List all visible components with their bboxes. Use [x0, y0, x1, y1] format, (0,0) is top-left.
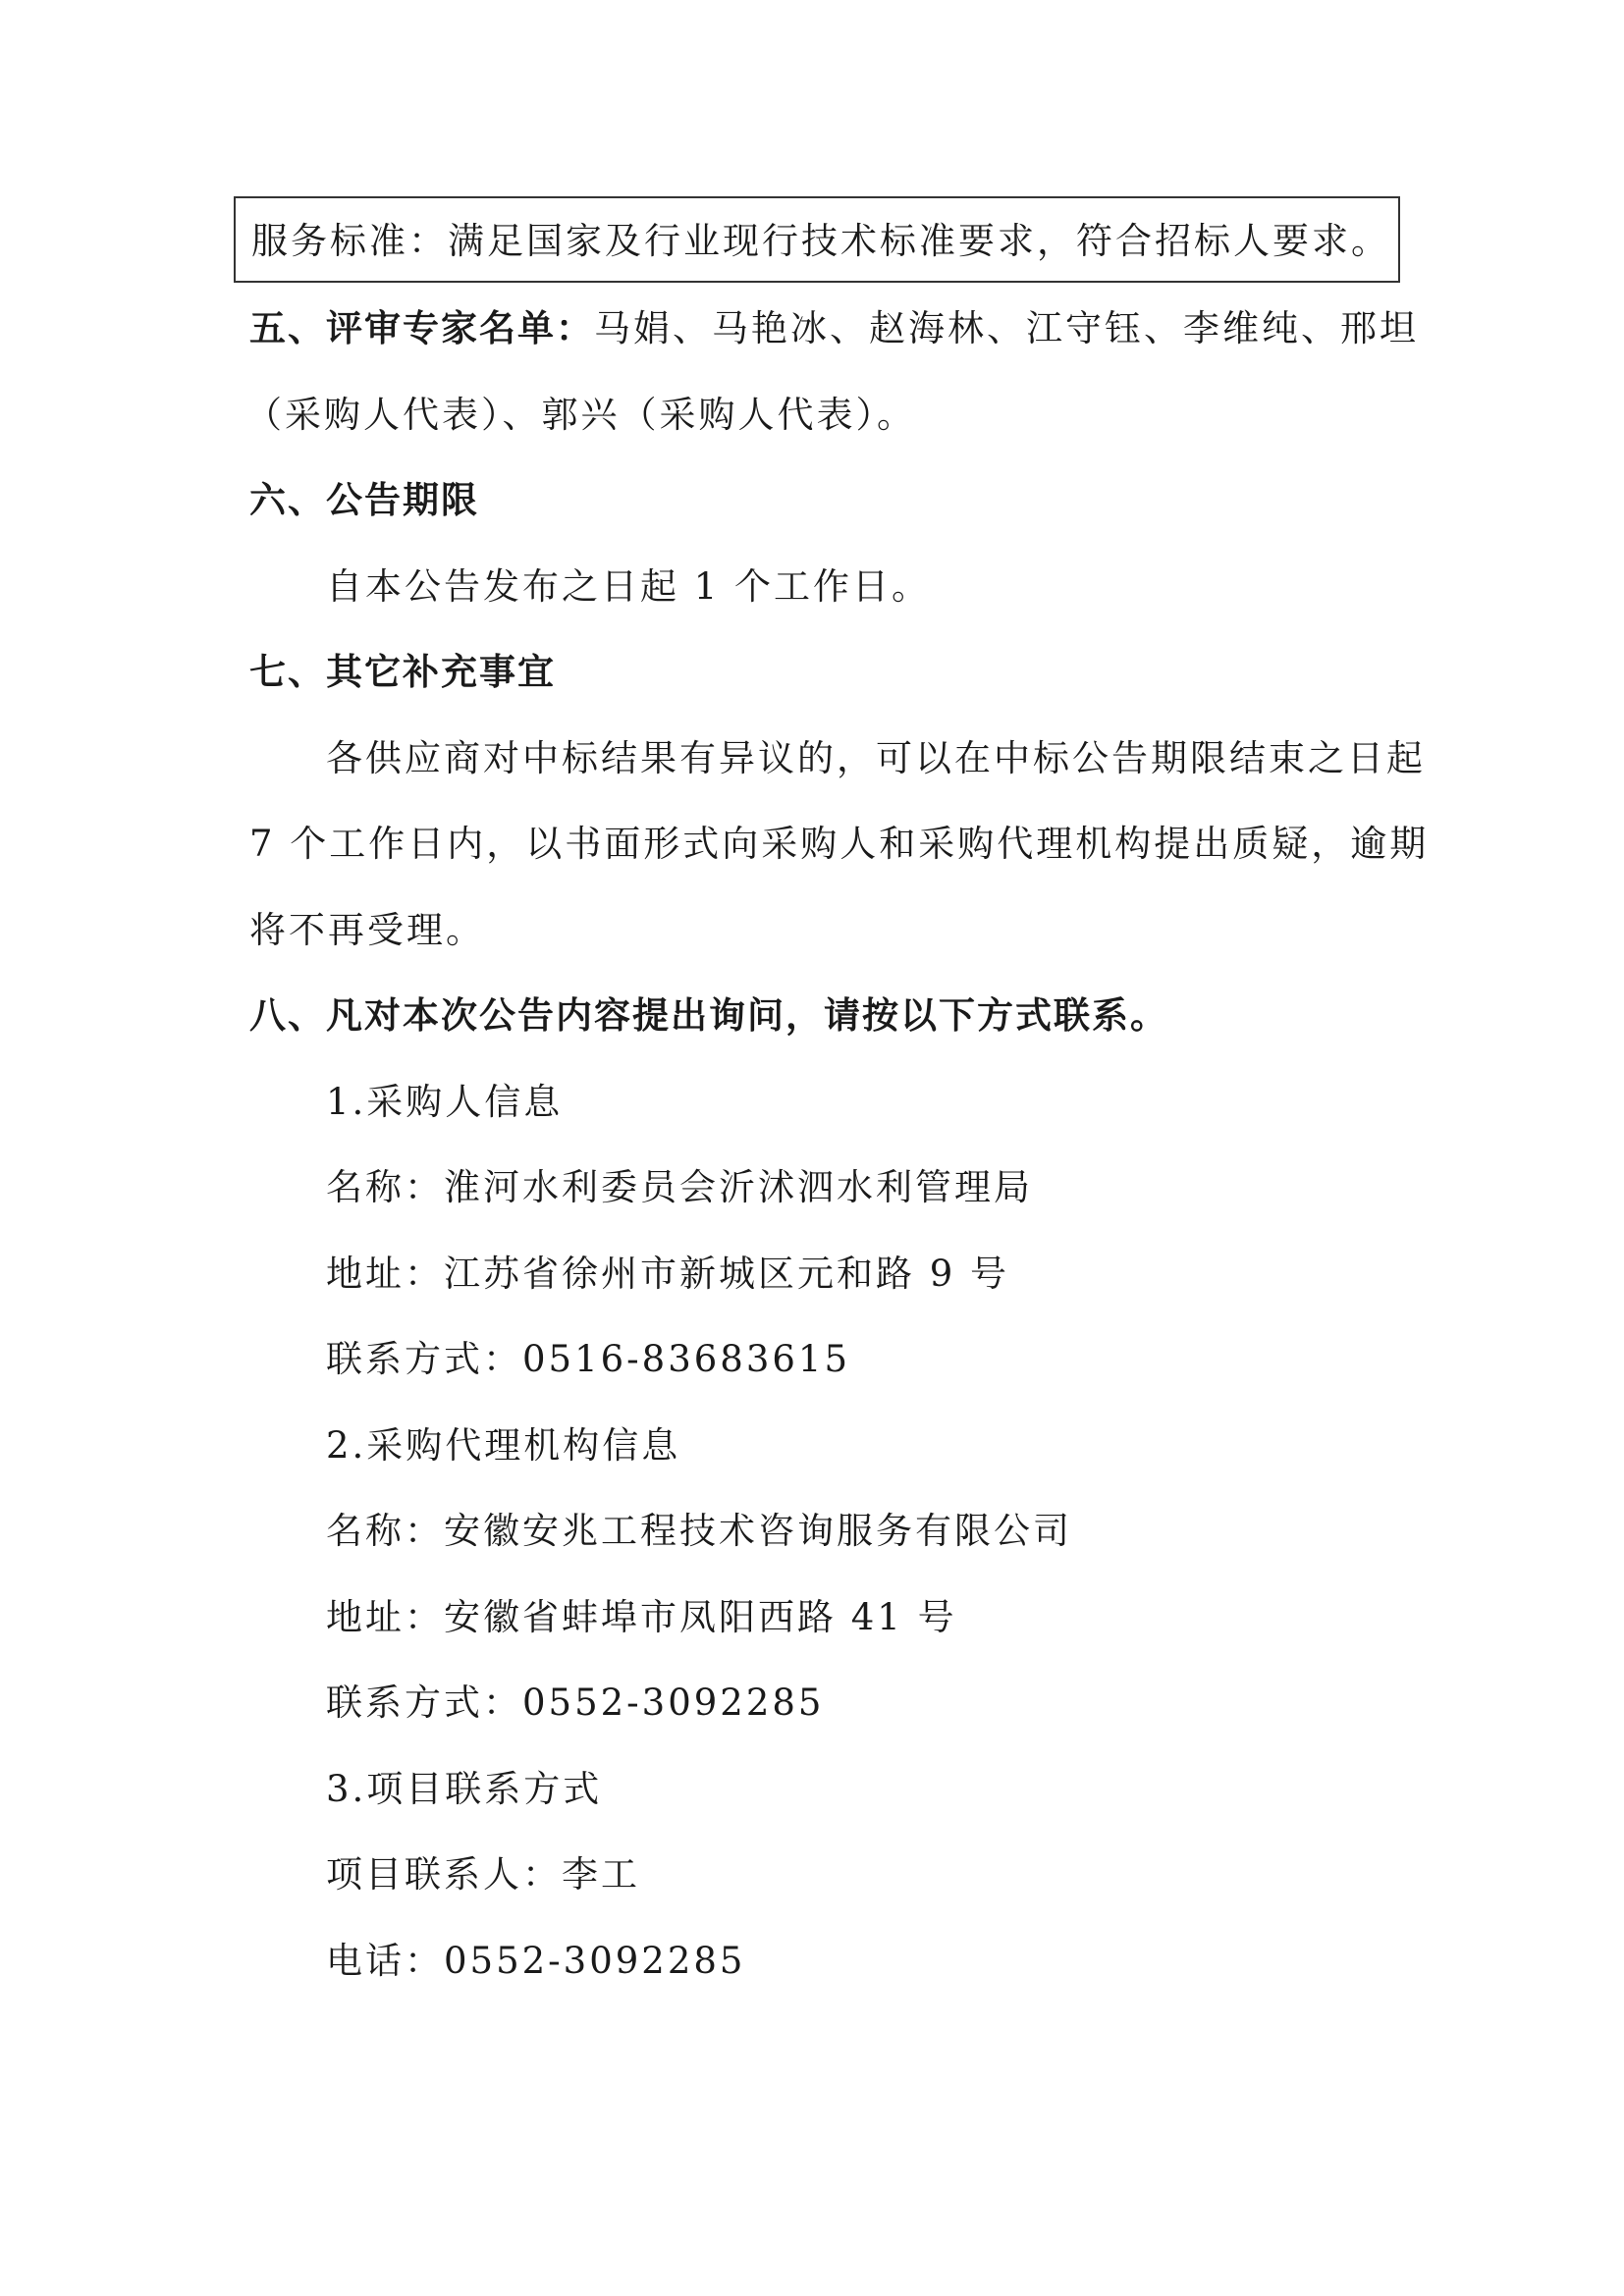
section5-heading: 五、评审专家名单：: [249, 307, 594, 349]
section5-names-line1: 马娟、马艳冰、赵海林、江守钰、李维纯、邢坦: [594, 307, 1419, 349]
project-title: 3.项目联系方式: [326, 1768, 603, 1810]
purchaser-title: 1.采购人信息: [326, 1081, 564, 1123]
purchaser-name: 名称：淮河水利委员会沂沭泗水利管理局: [326, 1166, 1033, 1208]
agency-name: 名称：安徽安兆工程技术咨询服务有限公司: [326, 1510, 1072, 1552]
project-phone: 电话：0552-3092285: [326, 1940, 746, 1982]
purchaser-contact: 联系方式：0516-83683615: [326, 1338, 850, 1380]
agency-title: 2.采购代理机构信息: [326, 1424, 681, 1467]
section6-body: 自本公告发布之日起 1 个工作日。: [326, 565, 932, 608]
section8-heading: 八、凡对本次公告内容提出询问，请按以下方式联系。: [249, 994, 1168, 1037]
project-person: 项目联系人：李工: [326, 1853, 640, 1896]
section6-heading: 六、公告期限: [249, 479, 479, 521]
section7-line2: 7 个工作日内，以书面形式向采购人和采购代理机构提出质疑，逾期: [249, 823, 1430, 865]
service-standard-text: 服务标准：满足国家及行业现行技术标准要求，符合招标人要求。: [251, 220, 1390, 262]
section7-line3: 将不再受理。: [249, 909, 485, 951]
section5-names-line2: （采购人代表）、郭兴（采购人代表）。: [245, 394, 916, 436]
service-standard-box: [234, 196, 1400, 283]
agency-address: 地址：安徽省蚌埠市凤阳西路 41 号: [326, 1596, 957, 1638]
agency-contact: 联系方式：0552-3092285: [326, 1682, 825, 1724]
purchaser-address: 地址：江苏省徐州市新城区元和路 9 号: [326, 1253, 1010, 1295]
section5-line1: [249, 304, 1419, 353]
section7-heading: 七、其它补充事宜: [249, 651, 556, 693]
section7-line1: 各供应商对中标结果有异议的，可以在中标公告期限结束之日起: [326, 737, 1426, 779]
